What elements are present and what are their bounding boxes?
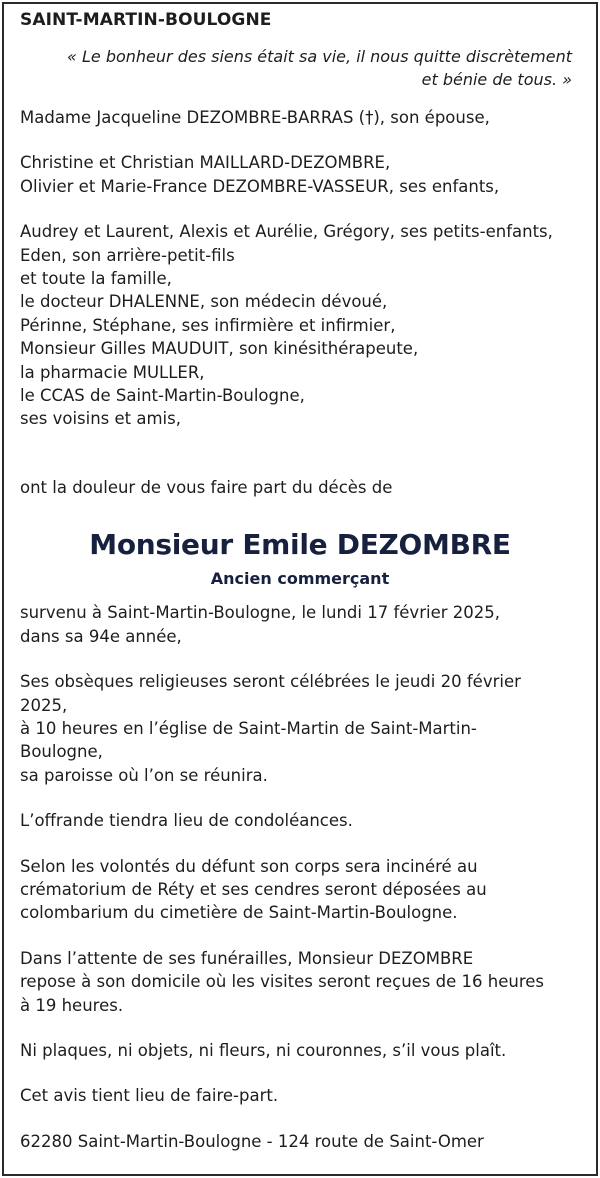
visits-line: à 19 heures. <box>20 995 124 1015</box>
deceased-name: Monsieur Emile DEZOMBRE <box>89 528 511 562</box>
death-block <box>20 601 580 648</box>
location-heading: SAINT-MARTIN-BOULOGNE <box>20 10 272 30</box>
relative-line: ses voisins et amis, <box>20 409 181 429</box>
cremation-line: Selon les volontés du défunt son corps sera incinéré au <box>20 856 478 876</box>
visits-line: repose à son domicile où les visites seront reçues de 16 heures <box>20 972 544 992</box>
announcement-line: ont la douleur de vous faire part du décès de <box>20 477 393 497</box>
relative-line: Audrey et Laurent, Alexis et Aurélie, Grégory, ses petits-enfants, <box>20 222 553 242</box>
death-line: survenu à Saint-Martin-Boulogne, le lundi 17 février 2025, <box>20 603 500 623</box>
offering-line: L’offrande tiendra lieu de condoléances. <box>20 811 353 831</box>
funeral-block <box>20 670 580 787</box>
cremation-line: crématorium de Réty et ses cendres seront déposées au <box>20 879 487 899</box>
funeral-line: sa paroisse où l’on se réunira. <box>20 765 268 785</box>
child-line: Christine et Christian MAILLARD-DEZOMBRE, <box>20 153 391 173</box>
death-line: dans sa 94e année, <box>20 626 182 646</box>
cremation-line: colombarium du cimetière de Saint-Martin-Boulogne. <box>20 903 458 923</box>
notice-line: Cet avis tient lieu de faire-part. <box>20 1086 279 1106</box>
obituary-notice <box>20 6 580 1153</box>
deceased-title: Ancien commerçant <box>210 569 390 589</box>
cremation-block <box>20 855 580 925</box>
visits-block <box>20 947 580 1017</box>
notice-block <box>20 1084 580 1107</box>
announcement-block <box>20 476 580 499</box>
relative-line: Eden, son arrière-petit-fils <box>20 245 235 265</box>
funeral-line: Ses obsèques religieuses seront célébrées le jeudi 20 février <box>20 672 521 692</box>
funeral-line: à 10 heures en l’église de Saint-Martin de Saint-Martin- <box>20 718 477 738</box>
relative-line: la pharmacie MULLER, <box>20 362 205 382</box>
relative-line: le CCAS de Saint-Martin-Boulogne, <box>20 386 305 406</box>
visits-line: Dans l’attente de ses funérailles, Monsieur DEZOMBRE <box>20 948 474 968</box>
spouse-block <box>20 106 580 129</box>
address-line: 62280 Saint-Martin-Boulogne - 124 route de Saint-Omer <box>20 1131 484 1151</box>
address-block <box>20 1130 580 1153</box>
quote-line: « Le bonheur des siens était sa vie, il nous quitte discrètement <box>67 47 572 66</box>
children-block <box>20 151 580 198</box>
relatives-block <box>20 220 580 431</box>
no-flowers-block <box>20 1039 580 1062</box>
offering-block <box>20 809 580 832</box>
spouse-line: Madame Jacqueline DEZOMBRE-BARRAS (†), son épouse, <box>20 108 490 127</box>
epitaph-quote <box>20 45 572 91</box>
relative-line: le docteur DHALENNE, son médecin dévoué, <box>20 292 388 312</box>
funeral-line: 2025, <box>20 695 68 715</box>
funeral-line: Boulogne, <box>20 742 103 762</box>
quote-line: et bénie de tous. » <box>421 70 572 89</box>
relative-line: et toute la famille, <box>20 269 172 289</box>
no-flowers-line: Ni plaques, ni objets, ni fleurs, ni couronnes, s’il vous plaît. <box>20 1040 507 1060</box>
relative-line: Monsieur Gilles MAUDUIT, son kinésithérapeute, <box>20 339 419 359</box>
relative-line: Périnne, Stéphane, ses infirmière et infirmier, <box>20 315 396 335</box>
child-line: Olivier et Marie-France DEZOMBRE-VASSEUR, ses enfants, <box>20 176 500 196</box>
